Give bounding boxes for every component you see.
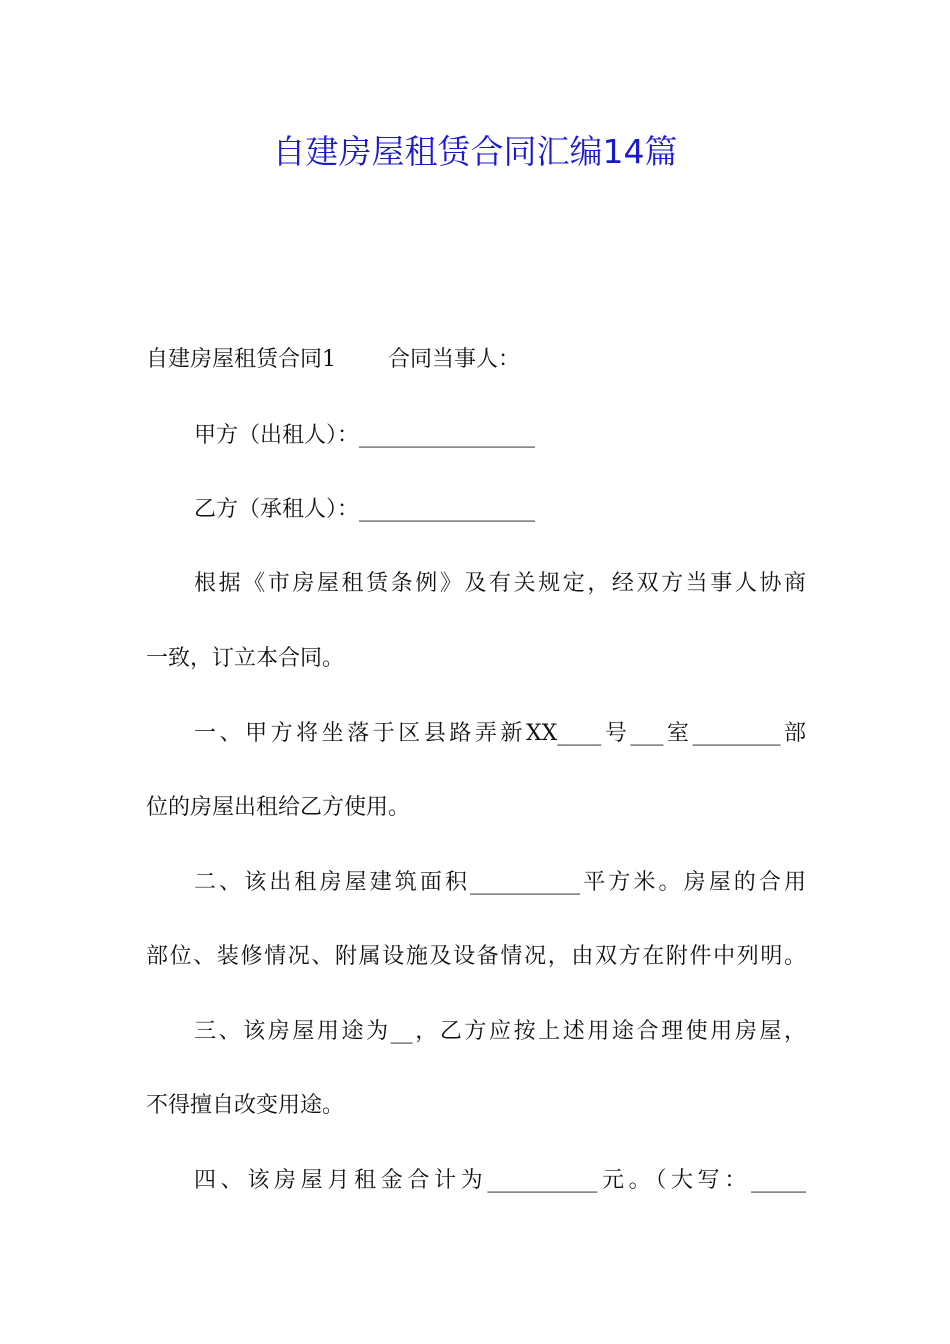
paragraph-line: 三、该房屋用途为__，乙方应按上述用途合理使用房屋，	[194, 1019, 806, 1044]
section-heading-line	[146, 344, 806, 376]
paragraph-line: 四、该房屋月租金合计为__________元。（大写：_____	[194, 1168, 806, 1193]
paragraph-line: 一、甲方将坐落于区县路弄新XX____号___室________部	[194, 721, 806, 746]
paragraph-line: 不得擅自改变用途。	[146, 1093, 345, 1118]
section-heading: 自建房屋租赁合同1	[146, 347, 336, 372]
party-b-line: 乙方（承租人）：________________	[194, 497, 536, 522]
paragraph-line: 一致，订立本合同。	[146, 646, 345, 671]
paragraph-line: 根据《市房屋租赁条例》及有关规定，经双方当事人协商	[194, 571, 806, 596]
paragraph-line: 二、该出租房屋建筑面积__________平方米。房屋的合用	[194, 870, 806, 895]
document-title: 自建房屋租赁合同汇编14篇	[272, 132, 678, 171]
paragraph-line: 位的房屋出租给乙方使用。	[146, 795, 411, 820]
parties-label: 合同当事人：	[388, 347, 521, 372]
party-a-line: 甲方（出租人）：________________	[194, 423, 536, 448]
paragraph-line: 部位、装修情况、附属设施及设备情况，由双方在附件中列明。	[146, 944, 806, 969]
